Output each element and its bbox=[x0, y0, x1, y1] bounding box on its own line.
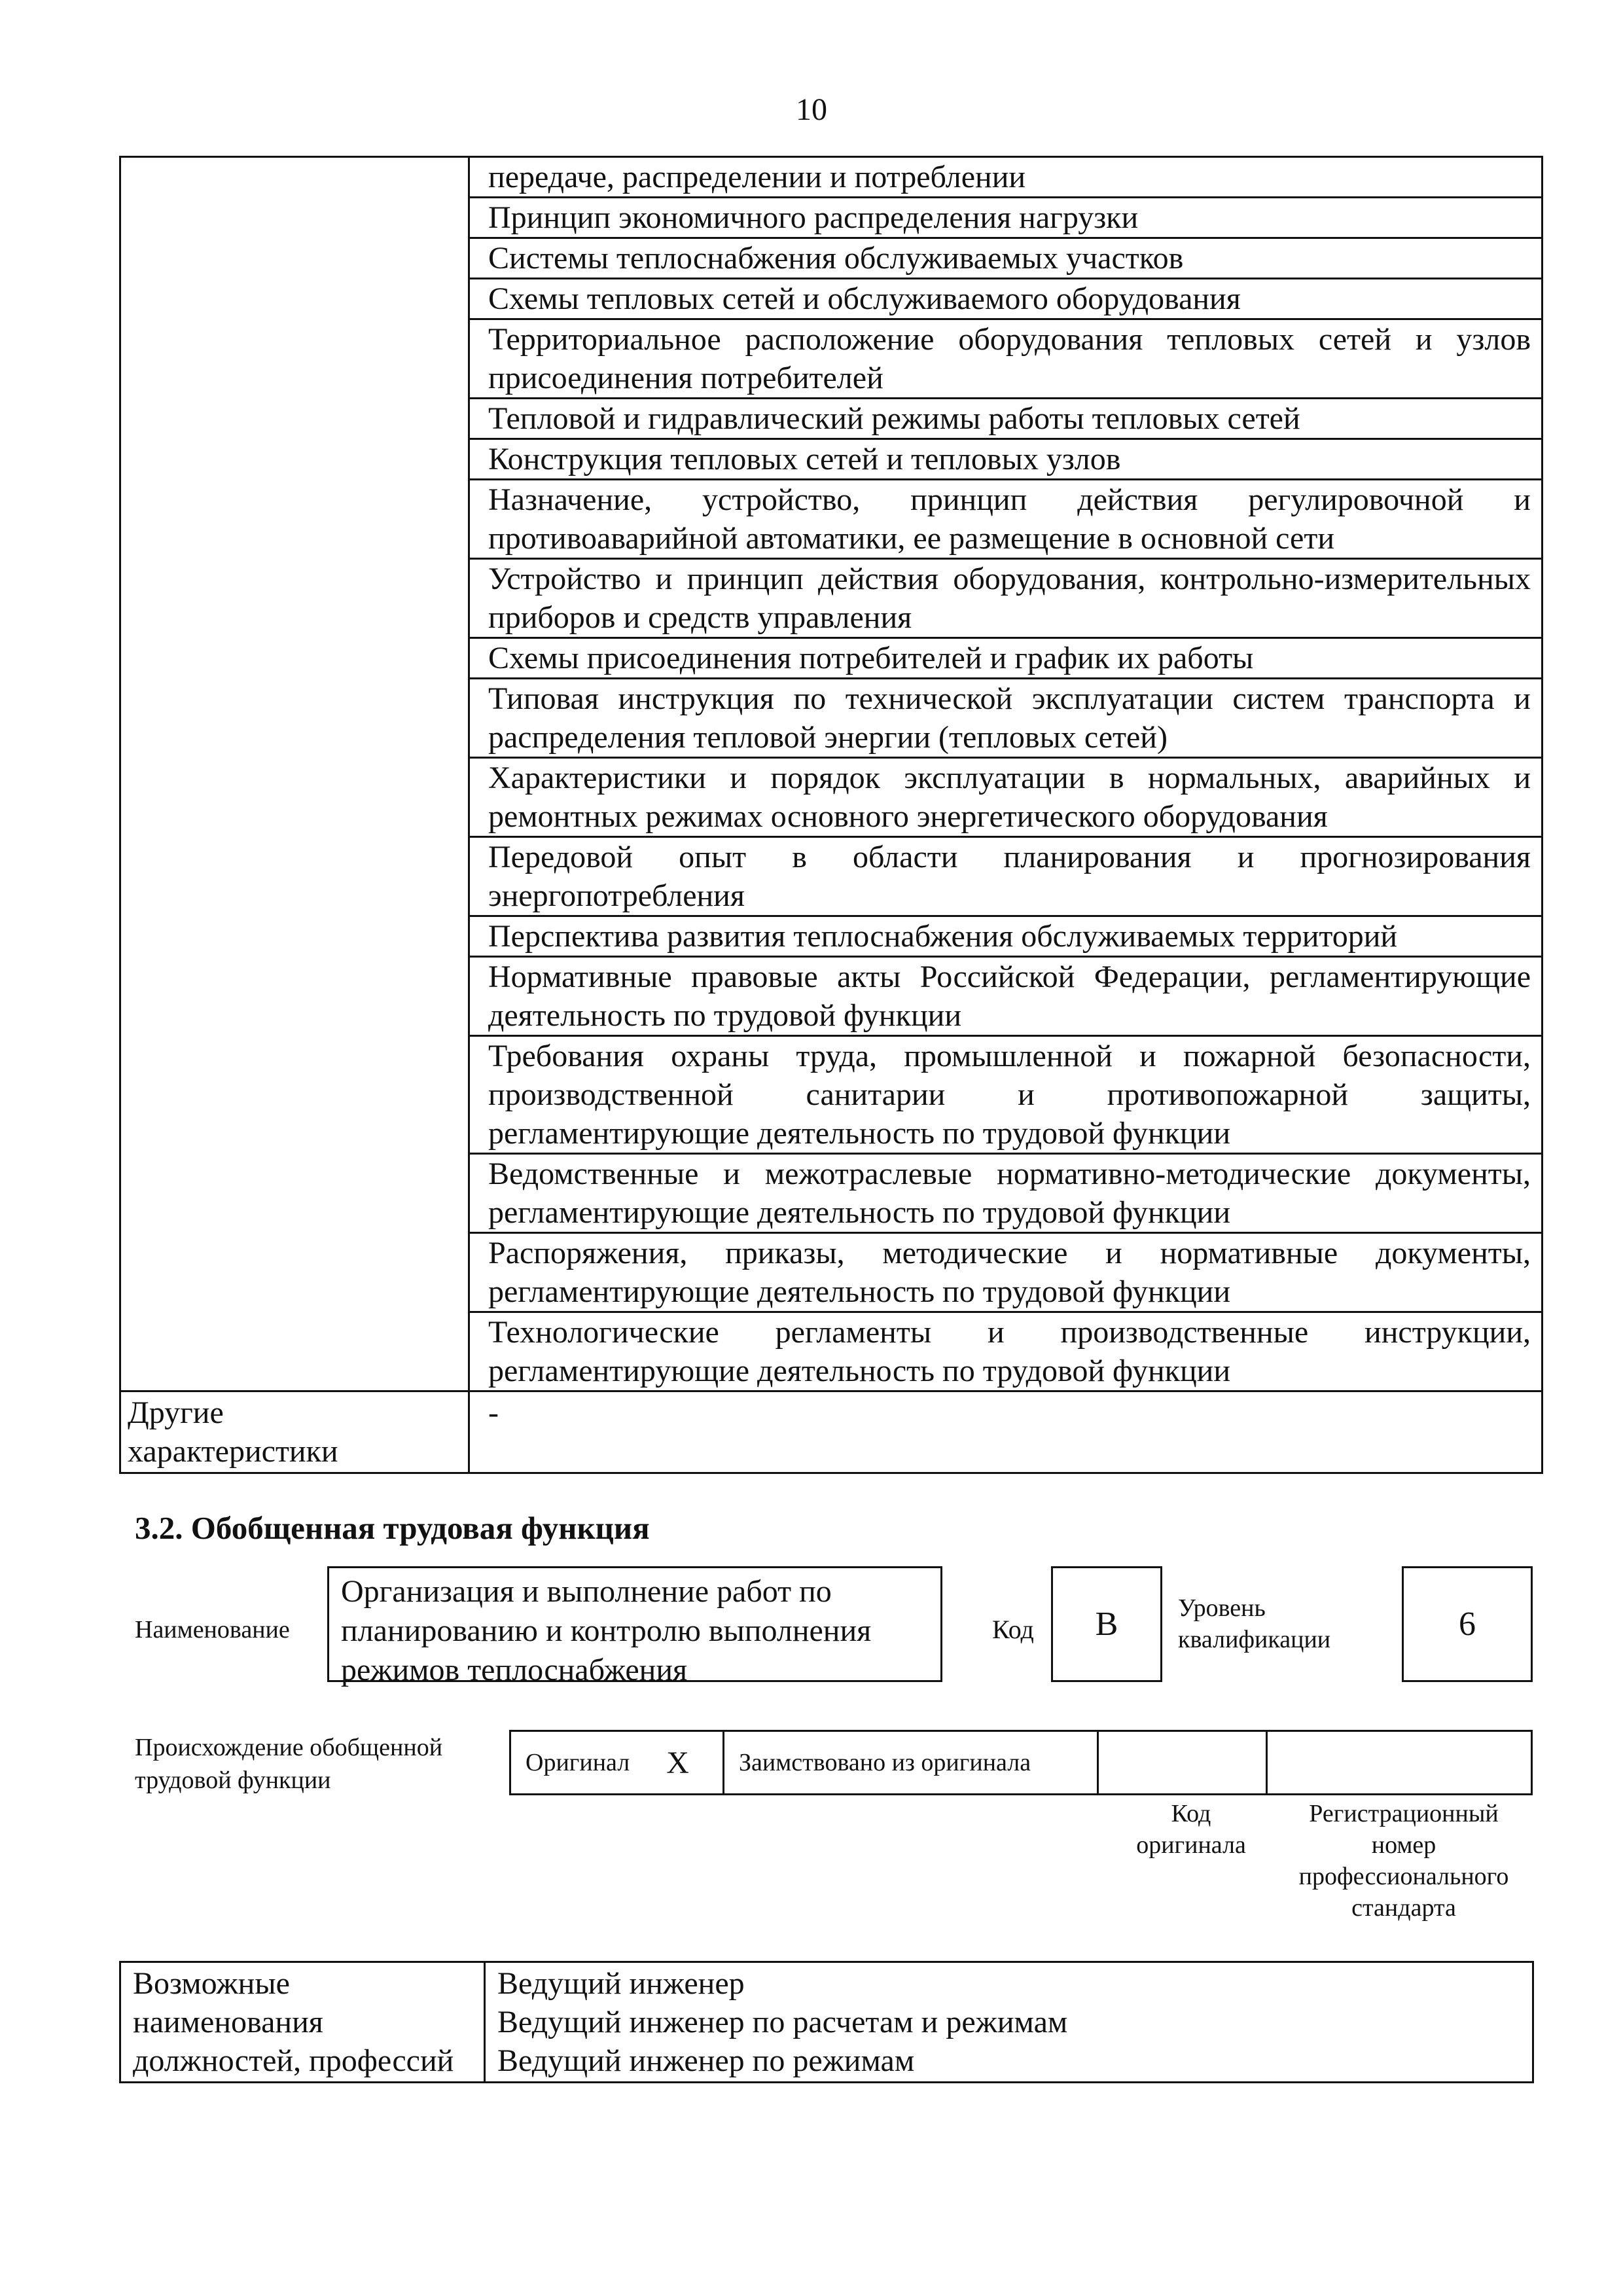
knowledge-label-cell bbox=[120, 157, 469, 1391]
knowledge-item: Схемы тепловых сетей и обслуживаемого оборудования bbox=[469, 279, 1543, 319]
page-number: 10 bbox=[796, 92, 827, 127]
position-item: Ведущий инженер bbox=[497, 1966, 745, 2001]
knowledge-item: Характеристики и порядок эксплуатации в нормальных, аварийных и ремонтных режимах основного энергетического оборудования bbox=[469, 758, 1543, 837]
knowledge-item: Требования охраны труда, промышленной и пожарной безопасности, производственной санитарии и противопожарной защиты, регламентирующие деятельность по трудовой функции bbox=[469, 1036, 1543, 1154]
original-code-caption: Код оригинала bbox=[1136, 1800, 1246, 1859]
function-name-box: Организация и выполнение работ по планированию и контролю выполнения режимов теплоснабжения bbox=[327, 1566, 942, 1682]
knowledge-item: Ведомственные и межотраслевые нормативно-методические документы, регламентирующие деятельность по трудовой функции bbox=[469, 1154, 1543, 1233]
registration-number-caption: Регистрационный номер профессионального стандарта bbox=[1298, 1800, 1509, 1922]
knowledge-item: Конструкция тепловых сетей и тепловых узлов bbox=[469, 439, 1543, 480]
positions-list bbox=[485, 1962, 1533, 2083]
positions-label: Возможные наименования должностей, профессий bbox=[120, 1962, 485, 2083]
origin-label: Происхождение обобщенной трудовой функции bbox=[135, 1734, 443, 1794]
section-title: 3.2. Обобщенная трудовая функция bbox=[135, 1510, 650, 1546]
knowledge-item: Перспектива развития теплоснабжения обслуживаемых территорий bbox=[469, 916, 1543, 957]
knowledge-table bbox=[119, 156, 1543, 1474]
code-value-box: B bbox=[1051, 1566, 1162, 1682]
borrowed-cell: Заимствовано из оригинала bbox=[724, 1732, 1099, 1793]
knowledge-item: Системы теплоснабжения обслуживаемых участков bbox=[469, 238, 1543, 279]
knowledge-item: Технологические регламенты и производственные инструкции, регламентирующие деятельность по трудовой функции bbox=[469, 1312, 1543, 1391]
knowledge-item: Типовая инструкция по технической эксплуатации систем транспорта и распределения тепловой энергии (тепловых сетей) bbox=[469, 679, 1543, 758]
positions-table bbox=[119, 1961, 1534, 2083]
code-label: Код bbox=[992, 1615, 1034, 1644]
registration-number-cell bbox=[1268, 1732, 1531, 1793]
other-characteristics-label: Другие характеристики bbox=[120, 1391, 469, 1473]
position-item: Ведущий инженер по режимам bbox=[497, 2043, 915, 2078]
qualification-level-label: Уровень квалификации bbox=[1178, 1594, 1331, 1653]
original-mark: X bbox=[666, 1745, 689, 1780]
name-label: Наименование bbox=[135, 1616, 290, 1643]
knowledge-item: Устройство и принцип действия оборудования, контрольно-измерительных приборов и средств управления bbox=[469, 559, 1543, 638]
original-cell: Оригинал X bbox=[511, 1732, 724, 1793]
knowledge-item: Нормативные правовые акты Российской Федерации, регламентирующие деятельность по трудовой функции bbox=[469, 957, 1543, 1036]
origin-table bbox=[509, 1730, 1533, 1795]
knowledge-item: Распоряжения, приказы, методические и нормативные документы, регламентирующие деятельность по трудовой функции bbox=[469, 1233, 1543, 1312]
original-code-cell bbox=[1099, 1732, 1268, 1793]
knowledge-item: передаче, распределении и потреблении bbox=[469, 157, 1543, 198]
knowledge-item: Назначение, устройство, принцип действия регулировочной и противоаварийной автоматики, ее размещение в основной сети bbox=[469, 480, 1543, 559]
knowledge-item: Территориальное расположение оборудования тепловых сетей и узлов присоединения потребителей bbox=[469, 319, 1543, 399]
knowledge-item: Схемы присоединения потребителей и график их работы bbox=[469, 638, 1543, 679]
qualification-level-box: 6 bbox=[1402, 1566, 1533, 1682]
knowledge-item: Тепловой и гидравлический режимы работы тепловых сетей bbox=[469, 399, 1543, 439]
other-characteristics-value: - bbox=[469, 1391, 1543, 1473]
knowledge-item: Принцип экономичного распределения нагрузки bbox=[469, 198, 1543, 238]
position-item: Ведущий инженер по расчетам и режимам bbox=[497, 2005, 1068, 2039]
knowledge-item: Передовой опыт в области планирования и прогнозирования энергопотребления bbox=[469, 837, 1543, 916]
